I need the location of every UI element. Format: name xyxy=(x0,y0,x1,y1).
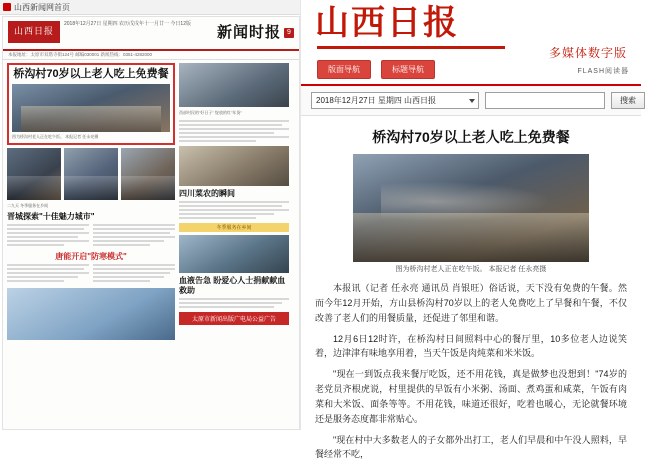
paper-page-number: 9 xyxy=(284,28,294,38)
paper-sidebar-photo xyxy=(179,235,289,273)
site-logo[interactable]: 山西日报 xyxy=(315,3,459,43)
paper-article-headline: 晋城探索"十佳魅力城市" xyxy=(7,212,95,222)
article-figure xyxy=(353,154,589,275)
paper-article-headline: 四川菜农的瞬间 xyxy=(179,188,235,198)
search-button[interactable]: 搜索 xyxy=(611,92,645,109)
newspaper-scan-pane xyxy=(0,0,300,430)
paper-photo-caption: 西部村民的"好日子" 绽放的红"年货" xyxy=(179,110,242,115)
paper-article[interactable] xyxy=(179,189,289,219)
site-subtitle: 多媒体数字版 xyxy=(548,46,627,60)
paper-article-text xyxy=(7,264,175,284)
browser-tab-title: 山西新闻网首页 xyxy=(14,2,70,12)
paper-lead-article[interactable] xyxy=(7,63,175,145)
paper-article-headline: 唐能开启"防寒模式" xyxy=(55,252,127,262)
paper-left-column xyxy=(7,63,175,343)
article-paragraph: "现在村中大多数老人的子女都外出打工，老人们早晨和中午没人照料，早餐经常不吃， xyxy=(315,434,627,460)
paper-masthead-logo: 山西日报 xyxy=(8,21,60,43)
paper-article-text xyxy=(7,224,175,248)
paper-lead-caption: 图为桥沟村老人正在吃午饭。 本报记者 任永亮摄 xyxy=(12,134,99,140)
article-paragraph: 12月6日12时许，在桥沟村日间照料中心的餐厅里，10多位老人边说笑着，边津津有味地享用着，当天午饭是肉炖菜和米米饭。 xyxy=(315,333,627,359)
nav-title-guide[interactable]: 标题导航 xyxy=(381,60,435,79)
newspaper-page[interactable] xyxy=(2,16,300,430)
paper-article[interactable] xyxy=(7,252,175,284)
paper-lead-headline: 桥沟村70岁以上老人吃上免费餐 xyxy=(13,68,169,80)
site-header xyxy=(301,0,641,86)
paper-photo xyxy=(64,148,118,200)
nav-page-guide[interactable]: 版面导航 xyxy=(317,60,371,79)
paper-article[interactable] xyxy=(179,120,289,142)
reader-toolbar xyxy=(301,86,641,116)
paper-photo-caption: 二九天 冬季服务在乡间 xyxy=(7,202,49,208)
paper-photo xyxy=(7,148,61,200)
chevron-down-icon xyxy=(469,99,475,103)
paper-right-column xyxy=(179,63,289,343)
article-paragraph: 本报讯（记者 任永亮 通讯员 肖银旺）俗话说，天下没有免费的午餐。然而今年12月开始，方山县桥沟村70岁以上的老人免费吃上了早餐和午餐，不仅改善了老人们的用餐质量，还促进了邻里和谐。 xyxy=(315,282,627,323)
paper-bottom-photo xyxy=(7,288,175,340)
paper-sidebar-photo xyxy=(179,63,289,107)
browser-tab-bar[interactable] xyxy=(0,0,300,15)
paper-article-headline: 血液告急 盼爱心人士捐献献血救助 xyxy=(179,275,286,295)
issue-date-value: 2018年12月27日 星期四 山西日报 xyxy=(316,96,437,105)
site-nav xyxy=(317,60,435,79)
paper-masthead-right xyxy=(217,21,294,42)
article-photo xyxy=(353,154,589,262)
paper-article[interactable] xyxy=(7,212,175,248)
issue-date-select[interactable] xyxy=(311,92,479,109)
site-favicon-icon xyxy=(3,3,11,11)
paper-lead-photo xyxy=(12,84,170,132)
logo-underline xyxy=(317,46,505,49)
digital-reader-pane xyxy=(300,0,641,460)
flash-reader-label[interactable]: FLASH阅读器 xyxy=(577,68,629,75)
search-input[interactable] xyxy=(485,92,605,109)
paper-article[interactable] xyxy=(179,276,289,308)
paper-photo-grid xyxy=(7,148,175,200)
article-body xyxy=(315,281,627,462)
paper-ad-banner: 太原市新闻出版广电局公益广告 xyxy=(179,312,289,325)
article-container xyxy=(301,116,641,466)
paper-subline: 本报地址：太原市双塔寺街124号 邮编030001 新闻热线：0351-4282000 xyxy=(3,51,299,60)
paper-masthead-info: 2018年12月27日 星期四 农历戊戌年十一月廿一 今日12版 xyxy=(64,21,191,27)
article-title: 桥沟村70岁以上老人吃上免费餐 xyxy=(372,129,570,145)
article-figure-caption: 图为桥沟村老人正在吃午饭。 本报记者 任永亮摄 xyxy=(395,266,547,274)
paper-sidebar-photo xyxy=(179,146,289,186)
paper-strip-banner: 冬季服务在乡间 xyxy=(179,223,289,232)
paper-body xyxy=(3,60,299,346)
paper-section-title: 新闻时报 xyxy=(216,24,281,41)
paper-photo xyxy=(121,148,175,200)
article-paragraph: "现在一到饭点我来餐厅吃饭，还不用花钱，真是做梦也没想到！"74岁的老党员齐根虎说，村里提供的早饭有小米粥、汤面、煮鸡蛋和咸菜，午饭有肉菜和大米饭、面条等等。不用花钱，味道还很好，吃着也暖心，无论就餐环境还是服务态度都非常贴心。 xyxy=(315,369,627,424)
paper-masthead xyxy=(3,17,299,51)
